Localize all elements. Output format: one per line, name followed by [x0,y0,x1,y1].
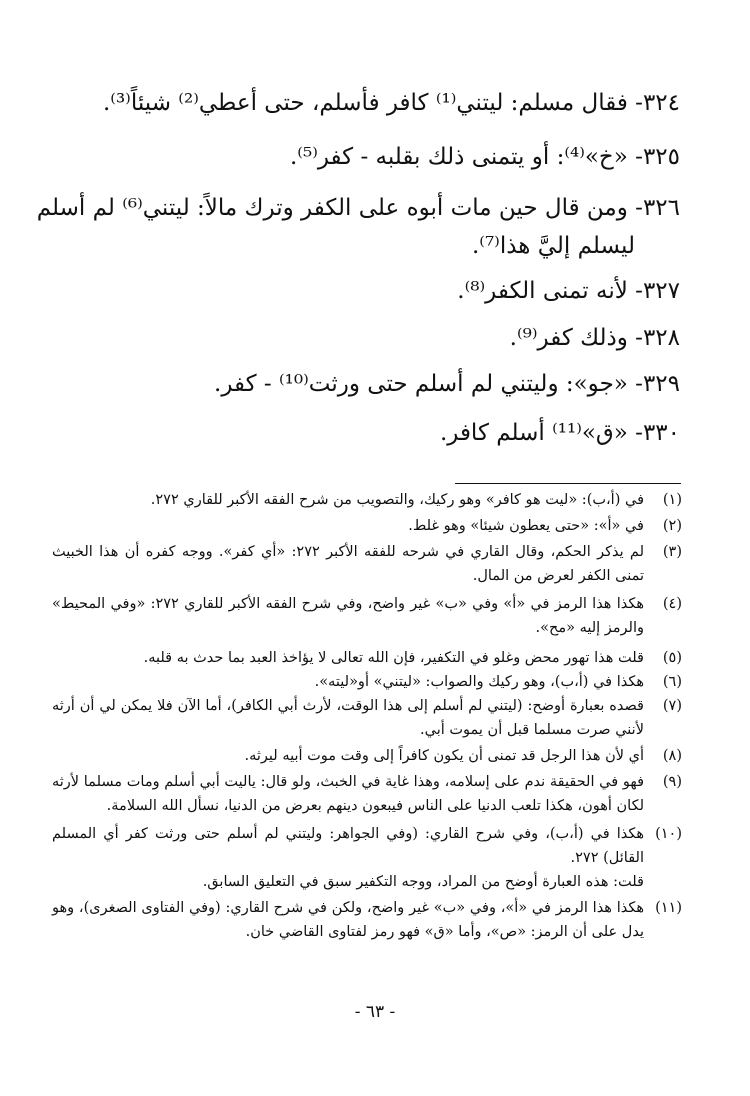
footnote-number: (٤) [662,596,682,612]
paragraph-326-line-2: ليسلم إليَّ هذا⁽⁷⁾. [471,233,635,259]
footnote-text: قلت هذا تهور محض وغلو في التكفير، فإن الله تعالى لا يؤاخذ العبد بما حدث به قلبه. [143,650,644,666]
footnote [52,670,682,694]
footnote-text: هكذا هذا الرمز في «أ»، وفي «ب» غير واضح، ولكن في شرح القاري: (وفي الفتاوى الصغرى)، وهو يدل على أن الرمز: «ص»، وأما «ق» فهو رمز لفتاوى القاضي خان. [52,900,644,940]
footnote-number: (١٠) [655,826,682,842]
footnote [52,514,682,538]
footnote-text: لم يذكر الحكم، وقال القاري في شرحه للفقه الأكبر ٢٧٢: «أي كفر». ووجه كفره أن هذا الخبيث تمنى الكفر لعرض من المال. [52,544,645,584]
paragraph-324: ٣٢٤- فقال مسلم: ليتني⁽¹⁾ كافر فأسلم، حتى أعطي⁽²⁾ شيئاً⁽³⁾. [102,90,680,116]
footnote [52,896,682,944]
footnote-text: فهو في الحقيقة ندم على إسلامه، وهذا غاية في الخبث، ولو قال: ياليت أبي أسلم ومات مسلما لأرثه لكان أهون، هكذا تلعب الدنيا على الناس فيبعون دينهم بعرض من الدنيا، نسأل الله السلامة. [52,774,644,814]
paragraph-326-line-1: ٣٢٦- ومن قال حين مات أبوه على الكفر وترك مالاً: ليتني⁽⁶⁾ لم أسلم [36,195,680,221]
footnote-separator [455,483,681,484]
footnote-number: (٨) [662,748,682,764]
footnote-text: هكذا في (أ،ب)، وهو ركيك والصواب: «ليتني» أو«ليته». [314,674,644,690]
footnote-number: (١١) [655,900,682,916]
paragraph-328: ٣٢٨- وذلك كفر⁽⁹⁾. [509,325,680,351]
footnote-number: (٦) [662,674,682,690]
paragraph-327: ٣٢٧- لأنه تمنى الكفر⁽⁸⁾. [457,278,680,304]
footnote [52,822,682,894]
footnote-number: (٧) [662,698,682,714]
footnote [52,646,682,670]
page-number: - ٦٣ - [354,1002,396,1022]
paragraph-330: ٣٣٠- «ق»⁽¹¹⁾ أسلم كافر. [439,420,680,446]
footnote [52,488,682,512]
footnote [52,694,682,742]
footnote-number: (٩) [662,774,682,790]
footnote [52,744,682,768]
footnotes [52,488,682,944]
paragraph-325: ٣٢٥- «خ»⁽⁴⁾: أو يتمنى ذلك بقلبه - كفر⁽⁵⁾. [290,144,680,170]
footnote-text: قصده بعبارة أوضح: (ليتني لم أسلم إلى هذا الوقت، لأرث أبي الكافر)، أما الآن فلا يمكن لي أن أرثه لأنني صرت مسلما قبل أن يموت أبي. [52,698,644,738]
footnote-text: هكذا هذا الرمز في «أ» وفي «ب» غير واضح، وفي شرح الفقه الأكبر للقاري ٢٧٢: «وفي المحيط» والرمز إليه «مح». [52,596,644,636]
footnote-comment: قلت: هذه العبارة أوضح من المراد، ووجه التكفير سبق في التعليق السابق. [202,874,644,890]
footnote-text: أي لأن هذا الرجل قد تمنى أن يكون كافراً إلى وقت موت أبيه ليرثه. [244,748,644,764]
footnote-text: هكذا في (أ،ب)، وفي شرح القاري: (وفي الجواهر: وليتني لم أسلم حتى ورثت كفر أي المسلم القائل) ٢٧٢. [52,826,644,866]
footnote-number: (٥) [662,650,682,666]
footnote-text: في (أ،ب): «ليت هو كافر» وهو ركيك، والتصويب من شرح الفقه الأكبر للقاري ٢٧٢. [150,492,644,508]
footnote [52,540,682,588]
footnote-number: (٢) [662,518,682,534]
footnote [52,592,682,640]
footnote-number: (٣) [662,544,682,560]
paragraph-329: ٣٢٩- «جو»: وليتني لم أسلم حتى ورثت⁽¹⁰⁾ - كفر. [214,371,680,397]
footnote [52,770,682,818]
footnote-text: في «أ»: «حتى يعطون شيئا» وهو غلط. [408,518,644,534]
footnote-number: (١) [662,492,682,508]
